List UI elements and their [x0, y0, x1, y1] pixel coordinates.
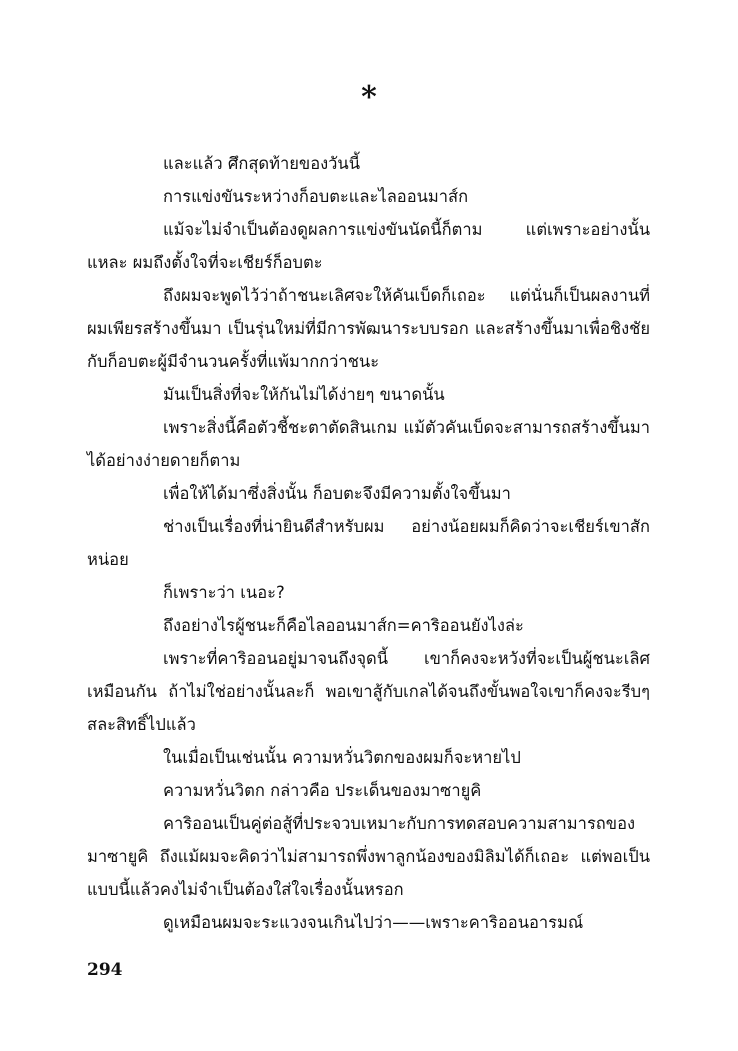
- paragraph: ถึงอย่างไรผู้ชนะก็คือไลออนมาส์ก=คาริออนยังไงล่ะ: [163, 616, 524, 635]
- scene-break-asterisk: *: [361, 80, 377, 115]
- paragraph: ช่างเป็นเรื่องที่น่ายินดีสำหรับผม อย่างน้อยผมก็คิดว่าจะเชียร์เขาสักหน่อย: [87, 517, 650, 569]
- paragraph: เพราะที่คาริออนอยู่มาจนถึงจุดนี้ เขาก็คงจะหวังที่จะเป็นผู้ชนะเลิศเหมือนกัน ถ้าไม่ใช่อย่างนั้นละก็ พอเขาสู้กับเกลได้จนถึงขั้นพอใจเขาก็คงจะรีบๆ สละสิทธิ์ไปแล้ว: [87, 649, 650, 734]
- paragraph: ในเมื่อเป็นเช่นนั้น ความหวั่นวิตกของผมก็จะหายไป: [163, 748, 521, 767]
- paragraph: ถึงผมจะพูดไว้ว่าถ้าชนะเลิศจะให้คันเบ็ดก็เถอะ แต่นั่นก็เป็นผลงานที่ผมเพียรสร้างขึ้นมา เป็นรุ่นใหม่ที่มีการพัฒนาระบบรอก และสร้างขึ้นมาเพื่อชิงชัยกับก็อบตะผู้มีจำนวนครั้งที่แพ้มากกว่าชนะ: [87, 286, 650, 371]
- page-number: 294: [87, 960, 123, 980]
- paragraph: ก็เพราะว่า เนอะ?: [163, 583, 285, 602]
- paragraph: แม้จะไม่จำเป็นต้องดูผลการแข่งขันนัดนี้ก็ตาม แต่เพราะอย่างนั้นแหละ ผมถึงตั้งใจที่จะเชียร์ก็อบตะ: [87, 220, 650, 272]
- paragraph: และแล้ว ศึกสุดท้ายของวันนี้: [163, 154, 360, 173]
- paragraph: เพื่อให้ได้มาซึ่งสิ่งนั้น ก็อบตะจึงมีความตั้งใจขึ้นมา: [163, 484, 511, 503]
- paragraph: ความหวั่นวิตก กล่าวคือ ประเด็นของมาซายูคิ: [163, 781, 482, 800]
- paragraph: การแข่งขันระหว่างก็อบตะและไลออนมาส์ก: [163, 187, 469, 206]
- paragraph: ดูเหมือนผมจะระแวงจนเกินไปว่า——เพราะคาริออนอารมณ์: [163, 913, 584, 932]
- paragraph: เพราะสิ่งนี้คือตัวชี้ชะตาตัดสินเกม แม้ตัวคันเบ็ดจะสามารถสร้างขึ้นมาได้อย่างง่ายดายก็ตาม: [87, 418, 650, 470]
- paragraph: คาริออนเป็นคู่ต่อสู้ที่ประจวบเหมาะกับการทดสอบความสามารถของมาซายูคิ ถึงแม้ผมจะคิดว่าไม่สามารถพึ่งพาลูกน้องของมิลิมได้ก็เถอะ แต่พอเป็นแบบนี้แล้วคงไม่จำเป็นต้องใส่ใจเรื่องนั้นหรอก: [87, 814, 650, 899]
- body-text: [87, 147, 650, 939]
- paragraph: มันเป็นสิ่งที่จะให้กันไม่ได้ง่ายๆ ขนาดนั้น: [163, 385, 445, 404]
